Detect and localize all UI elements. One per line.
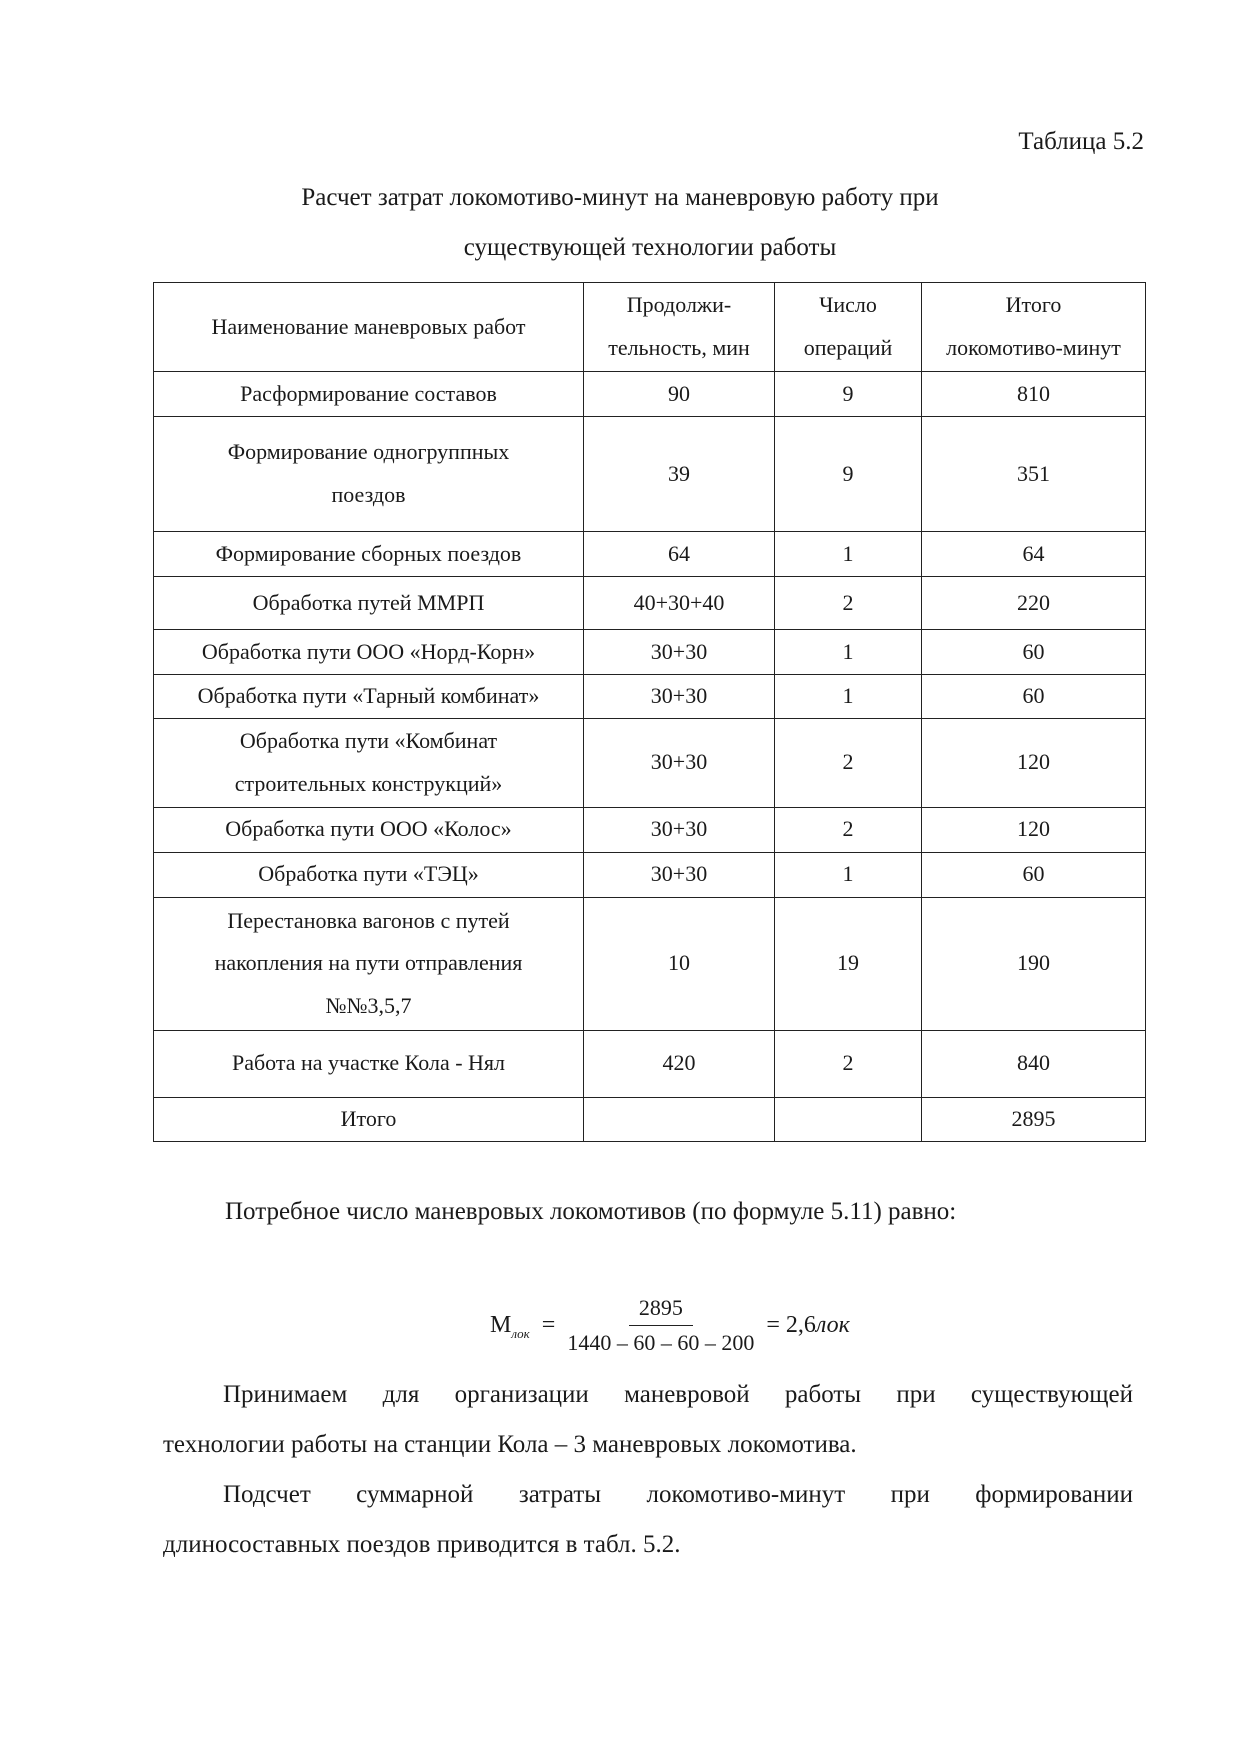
cell-duration: 30+30 xyxy=(584,675,775,719)
cell-name: Обработка пути «Тарный комбинат» xyxy=(154,675,584,719)
cell-name: Формирование одногруппных поездов xyxy=(154,417,584,532)
table-caption-line2: существующей технологии работы xyxy=(463,234,837,261)
cell-duration: 10 xyxy=(584,897,775,1030)
cell-total: 810 xyxy=(922,372,1146,417)
cell-name: Перестановка вагонов с путей накопления на пути отправления №№3,5,7 xyxy=(154,897,584,1030)
header-work-name: Наименование маневровых работ xyxy=(154,283,584,372)
cell-duration: 420 xyxy=(584,1030,775,1097)
table-row xyxy=(154,807,1146,852)
table-total-row xyxy=(154,1097,1146,1141)
table-row xyxy=(154,630,1146,675)
cell-total: 2895 xyxy=(922,1097,1146,1141)
cell-total: 351 xyxy=(922,417,1146,532)
cell-total: 220 xyxy=(922,577,1146,630)
cell-name: Обработка пути «ТЭЦ» xyxy=(154,852,584,897)
cell-ops xyxy=(775,1097,922,1141)
table-header-row xyxy=(154,283,1146,372)
table-row xyxy=(154,417,1146,532)
cell-total: 60 xyxy=(922,675,1146,719)
cell-ops: 9 xyxy=(775,417,922,532)
formula-result: 2,6лок xyxy=(785,1312,850,1338)
cell-name: Расформирование составов xyxy=(154,372,584,417)
cell-name: Обработка пути «Комбинат строительных конструкций» xyxy=(154,718,584,807)
table-row xyxy=(154,577,1146,630)
cell-total: 60 xyxy=(922,630,1146,675)
header-total: Итого локомотиво-минут xyxy=(922,283,1146,372)
table-row xyxy=(154,372,1146,417)
formula-fraction xyxy=(561,1295,760,1356)
cell-name: Обработка пути ООО «Норд-Корн» xyxy=(154,630,584,675)
cell-duration xyxy=(584,1097,775,1141)
cell-duration: 30+30 xyxy=(584,852,775,897)
cell-duration: 64 xyxy=(584,532,775,577)
cell-total: 60 xyxy=(922,852,1146,897)
cell-name: Формирование сборных поездов xyxy=(154,532,584,577)
locomotive-formula xyxy=(490,1295,850,1356)
table-caption-line1: Расчет затрат локомотиво-минут на маневровую работу при xyxy=(301,184,939,211)
table-row xyxy=(154,532,1146,577)
cell-ops: 1 xyxy=(775,630,922,675)
cell-ops: 1 xyxy=(775,852,922,897)
cell-name: Итого xyxy=(154,1097,584,1141)
header-duration: Продолжи- тельность, мин xyxy=(584,283,775,372)
paragraph-1: Принимаем для организации маневровой работы при существующей технологии работы на станции Кола – 3 маневровых локомотива. xyxy=(163,1381,1133,1458)
formula-numerator: 2895 xyxy=(629,1295,693,1326)
cell-duration: 30+30 xyxy=(584,630,775,675)
cell-duration: 40+30+40 xyxy=(584,577,775,630)
table-row xyxy=(154,897,1146,1030)
cell-ops: 2 xyxy=(775,1030,922,1097)
cell-name: Обработка пути ООО «Колос» xyxy=(154,807,584,852)
formula-lhs: М xyxy=(490,1312,512,1338)
formula-intro: Потребное число маневровых локомотивов (по формуле 5.11) равно: xyxy=(225,1198,957,1225)
cell-total: 120 xyxy=(922,718,1146,807)
formula-equals-2: = xyxy=(766,1312,780,1338)
cell-ops: 19 xyxy=(775,897,922,1030)
cell-total: 190 xyxy=(922,897,1146,1030)
cell-total: 64 xyxy=(922,532,1146,577)
cell-ops: 2 xyxy=(775,807,922,852)
header-operations: Число операций xyxy=(775,283,922,372)
formula-lhs-subscript: лок xyxy=(511,1325,530,1341)
cell-duration: 90 xyxy=(584,372,775,417)
cell-name: Работа на участке Кола - Нял xyxy=(154,1030,584,1097)
table-row xyxy=(154,852,1146,897)
cell-duration: 39 xyxy=(584,417,775,532)
cell-ops: 2 xyxy=(775,577,922,630)
cell-total: 840 xyxy=(922,1030,1146,1097)
cell-ops: 1 xyxy=(775,532,922,577)
table-row xyxy=(154,718,1146,807)
cell-ops: 2 xyxy=(775,718,922,807)
cell-name: Обработка путей ММРП xyxy=(154,577,584,630)
formula-equals: = xyxy=(541,1312,556,1338)
formula-denominator: 1440 – 60 – 60 – 200 xyxy=(567,1330,755,1355)
cell-total: 120 xyxy=(922,807,1146,852)
table-label: Таблица 5.2 xyxy=(1018,128,1144,155)
table-row xyxy=(154,675,1146,719)
paragraph-2: Подсчет суммарной затраты локомотиво-минут при формировании длиносоставных поездов приводится в табл. 5.2. xyxy=(163,1481,1133,1558)
cell-duration: 30+30 xyxy=(584,718,775,807)
cell-ops: 1 xyxy=(775,675,922,719)
cell-duration: 30+30 xyxy=(584,807,775,852)
maneuver-work-table xyxy=(153,282,1146,1142)
table-row xyxy=(154,1030,1146,1097)
cell-ops: 9 xyxy=(775,372,922,417)
